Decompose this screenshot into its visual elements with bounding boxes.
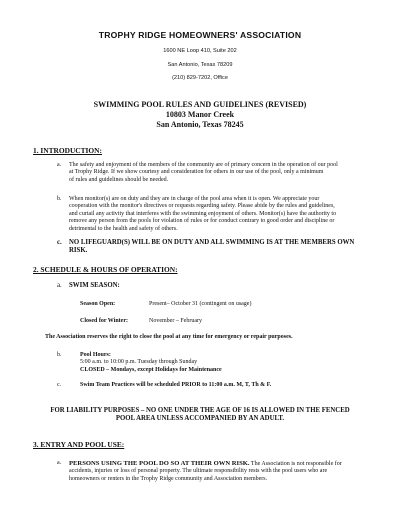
s2-c-marker: c. (57, 382, 62, 388)
reserve-note: The Association reserves the right to close the pool at any time for emergency or repair purposes. (45, 334, 293, 340)
text-line: cooperation with the monitor's directives or requests regarding safety. Please abide by the rules and guidelines, (69, 203, 335, 210)
document-title: SWIMMING POOL RULES AND GUIDELINES (REVISED) (93, 100, 307, 109)
s1-c-paragraph (69, 239, 394, 256)
address-line-2: San Antonio, Texas 78209 (167, 62, 233, 68)
pool-hours-value: 5:00 a.m. to 10:00 p.m. Tuesday through Sunday (80, 359, 198, 366)
pool-closed-note: CLOSED – Mondays, except Holidays for Maintenance (80, 366, 222, 373)
text-line: When monitor(s) are on duty and they are in charge of the pool area when it is open. We appreciate your (69, 196, 320, 202)
s2-a-title: SWIM SEASON: (69, 282, 120, 289)
address-line-1: 1600 NE Loop 410, Suite 202 (163, 48, 237, 54)
own-risk-statement: PERSONS USING THE POOL DO SO AT THEIR OWN RISK. (69, 460, 250, 467)
s1-b-marker: b. (57, 196, 62, 202)
text-line: at Trophy Ridge. If we show courtesy and consideration for others in our use of the pool, only a minimum (69, 169, 324, 176)
s3-a-paragraph (69, 460, 394, 483)
text-line: FOR LIABILITY PURPOSES – NO ONE UNDER THE AGE OF 16 IS ALLOWED IN THE FENCED (50, 407, 350, 414)
s3-a-marker: a. (57, 460, 62, 466)
liability-notice (0, 407, 400, 424)
section-2-heading: 2. SCHEDULE & HOURS OF OPERATION: (33, 265, 178, 274)
s2-a-marker: a. (57, 282, 62, 289)
text-line: accidents, injuries or loss of personal property. The ultimate responsibility rests with the pool users who are (69, 468, 328, 475)
section-3-heading: 3. ENTRY AND POOL USE: (33, 440, 125, 449)
text-line: homeowners or renters in the Trophy Ridge community and Association members. (69, 475, 268, 482)
closed-winter-label: Closed for Winter: (80, 318, 128, 324)
text-line: The safety and enjoyment of the members of the community are of primary concern in the operation of our pool (69, 162, 338, 168)
s1-a-marker: a. (57, 162, 62, 168)
season-open-label: Season Open: (80, 301, 116, 307)
association-title: TROPHY RIDGE HOMEOWNERS' ASSOCIATION (98, 30, 302, 40)
text-line: and curtail any activity that interferes with the swimming enjoyment of others. Monitor(s) have the authority to (69, 210, 337, 217)
pool-hours-block (80, 352, 222, 374)
phone-line: (210) 829-7202, Office (172, 75, 228, 81)
season-open-value: Present– October 31 (contingent on usage) (149, 301, 252, 307)
text-line: POOL AREA UNLESS ACCOMPANIED BY AN ADULT. (115, 415, 285, 423)
s1-a-paragraph (69, 162, 389, 184)
swim-team-note: Swim Team Practices will be scheduled PRIOR to 11:00 a.m. M, T, Th & F. (80, 382, 272, 388)
text-line: remove any person from the pools for violation of rules or for conduct contrary to good order and discipline or (69, 218, 335, 225)
text-line: NO LIFEGUARD(S) WILL BE ON DUTY AND ALL SWIMMING IS AT THE MEMBERS OWN (69, 239, 355, 246)
closed-winter-value: November – February (149, 318, 202, 324)
document-address-street: 10803 Manor Creek (165, 110, 235, 119)
text-line: detrimental to the health and safety of others. (69, 225, 178, 232)
pool-hours-title: Pool Hours: (80, 352, 111, 358)
s1-c-marker: c. (57, 239, 62, 246)
document-address-city: San Antonio, Texas 78245 (156, 120, 244, 129)
s2-b-marker: b. (57, 352, 62, 358)
s1-b-paragraph (69, 196, 394, 233)
text-fragment: The Association is not responsible for (249, 461, 342, 467)
text-line: of rules and guidelines should be needed. (69, 176, 169, 183)
section-1-heading: 1. INTRODUCTION: (33, 146, 102, 155)
text-line: RISK. (69, 247, 88, 255)
